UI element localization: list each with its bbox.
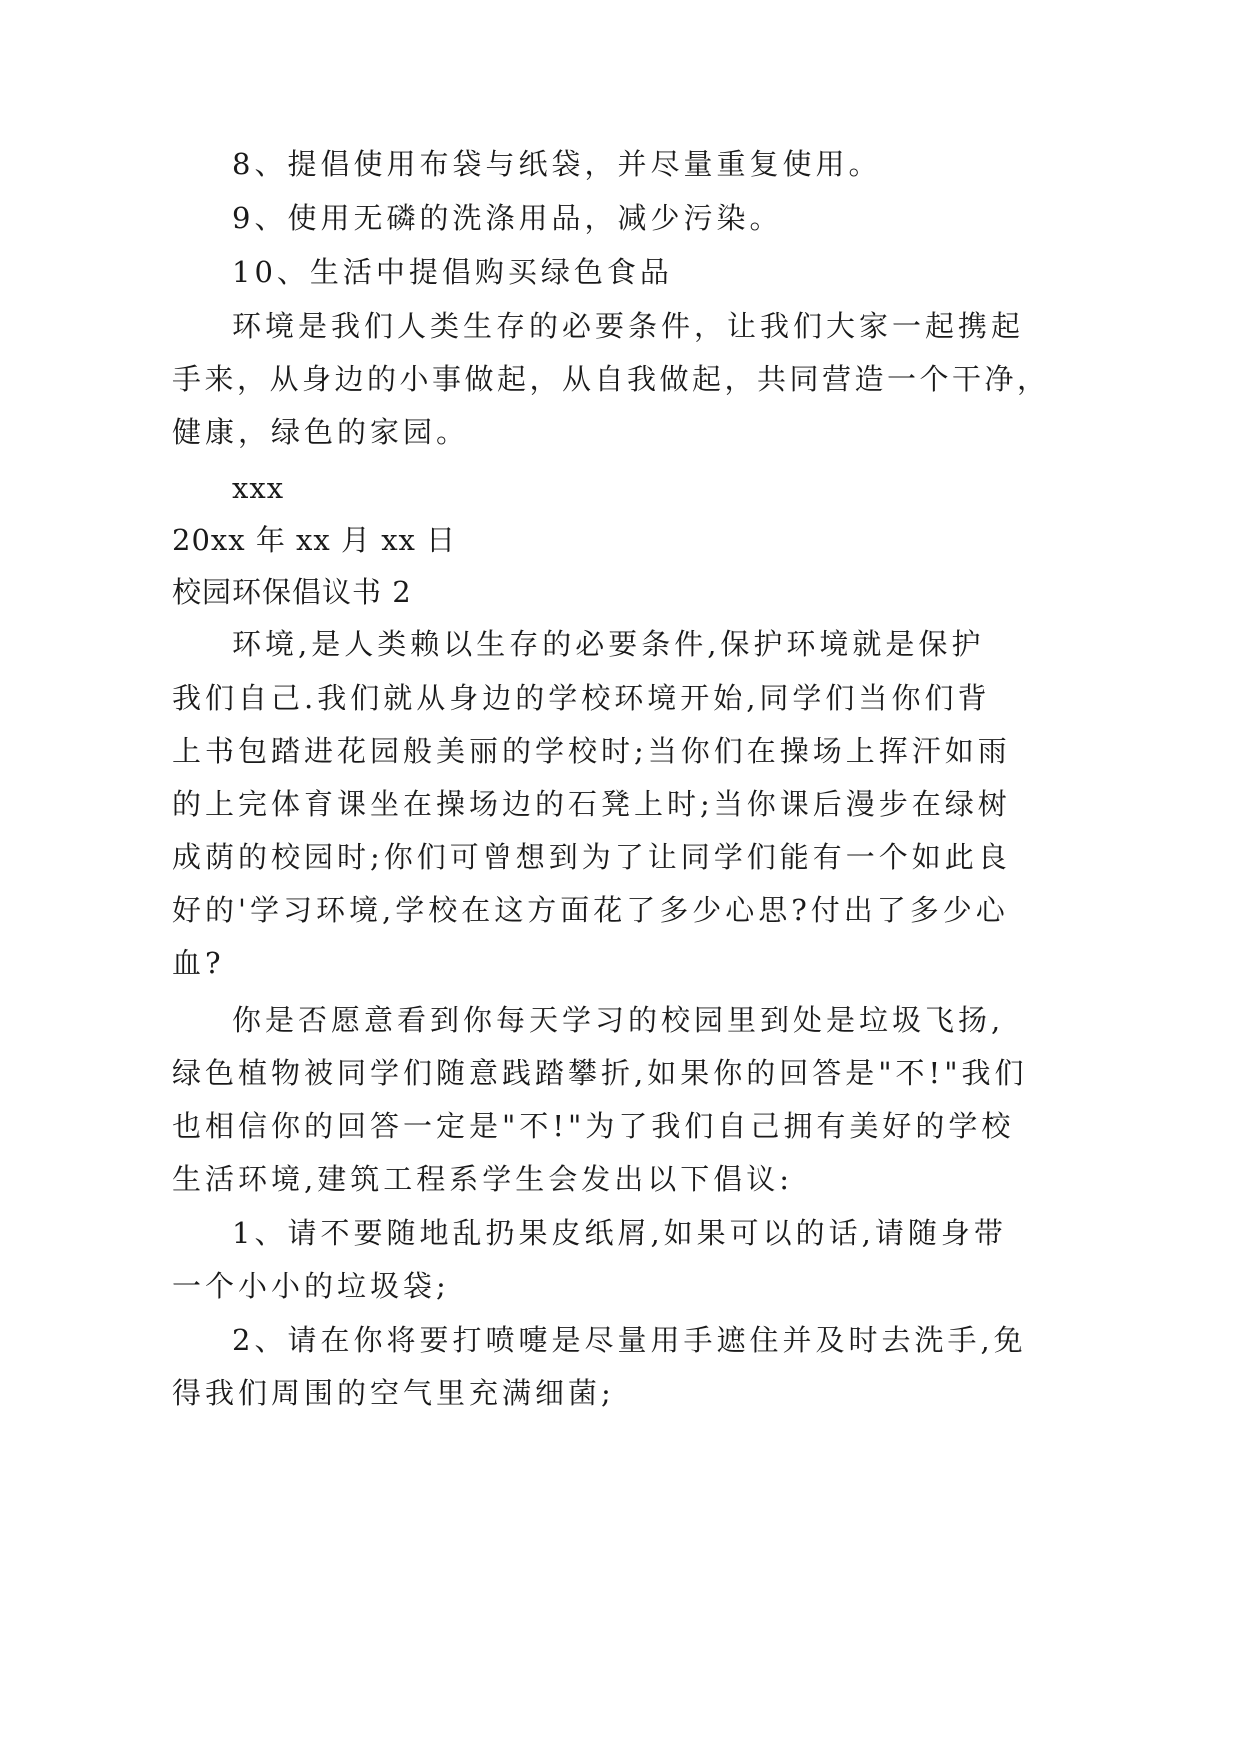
section-title: 校园环保倡议书 2: [172, 575, 412, 609]
text-line: 环境,是人类赖以生存的必要条件,保护环境就是保护: [232, 627, 985, 661]
text-line: 8、提倡使用布袋与纸袋，并尽量重复使用。: [232, 147, 882, 181]
text-line: 一个小小的垃圾袋;: [172, 1269, 450, 1303]
text-line: 手来，从身边的小事做起，从自我做起，共同营造一个干净，: [172, 362, 1050, 396]
signature-name: xxx: [232, 471, 285, 505]
text-line: 绿色植物被同学们随意践踏攀折,如果你的回答是"不!"我们: [172, 1056, 1028, 1090]
text-line: 2、请在你将要打喷嚏是尽量用手遮住并及时去洗手,免: [232, 1323, 1027, 1357]
text-line: 环境是我们人类生存的必要条件，让我们大家一起携起: [232, 309, 1025, 343]
text-line: 血?: [172, 946, 225, 980]
text-line: 10、生活中提倡购买绿色食品: [232, 255, 673, 289]
text-line: 得我们周围的空气里充满细菌;: [172, 1376, 615, 1410]
text-line: 好的'学习环境,学校在这方面花了多少心思?付出了多少心: [172, 893, 1009, 927]
text-line: 9、使用无磷的洗涤用品，减少污染。: [232, 201, 783, 235]
text-line: 也相信你的回答一定是"不!"为了我们自己拥有美好的学校: [172, 1109, 1015, 1143]
text-line: 我们自己.我们就从身边的学校环境开始,同学们当你们背: [172, 681, 991, 715]
text-line: 你是否愿意看到你每天学习的校园里到处是垃圾飞扬,: [232, 1003, 1005, 1037]
text-line: 成荫的校园时;你们可曾想到为了让同学们能有一个如此良: [172, 840, 1011, 874]
text-line: 的上完体育课坐在操场边的石凳上时;当你课后漫步在绿树: [172, 787, 1011, 821]
text-line: 1、请不要随地乱扔果皮纸屑,如果可以的话,请随身带: [232, 1216, 1007, 1250]
text-line: 健康，绿色的家园。: [172, 415, 470, 449]
text-line: 上书包踏进花园般美丽的学校时;当你们在操场上挥汗如雨: [172, 734, 1011, 768]
text-line: 生活环境,建筑工程系学生会发出以下倡议:: [172, 1162, 793, 1196]
signature-date: 20xx 年 xx 月 xx 日: [172, 523, 457, 557]
